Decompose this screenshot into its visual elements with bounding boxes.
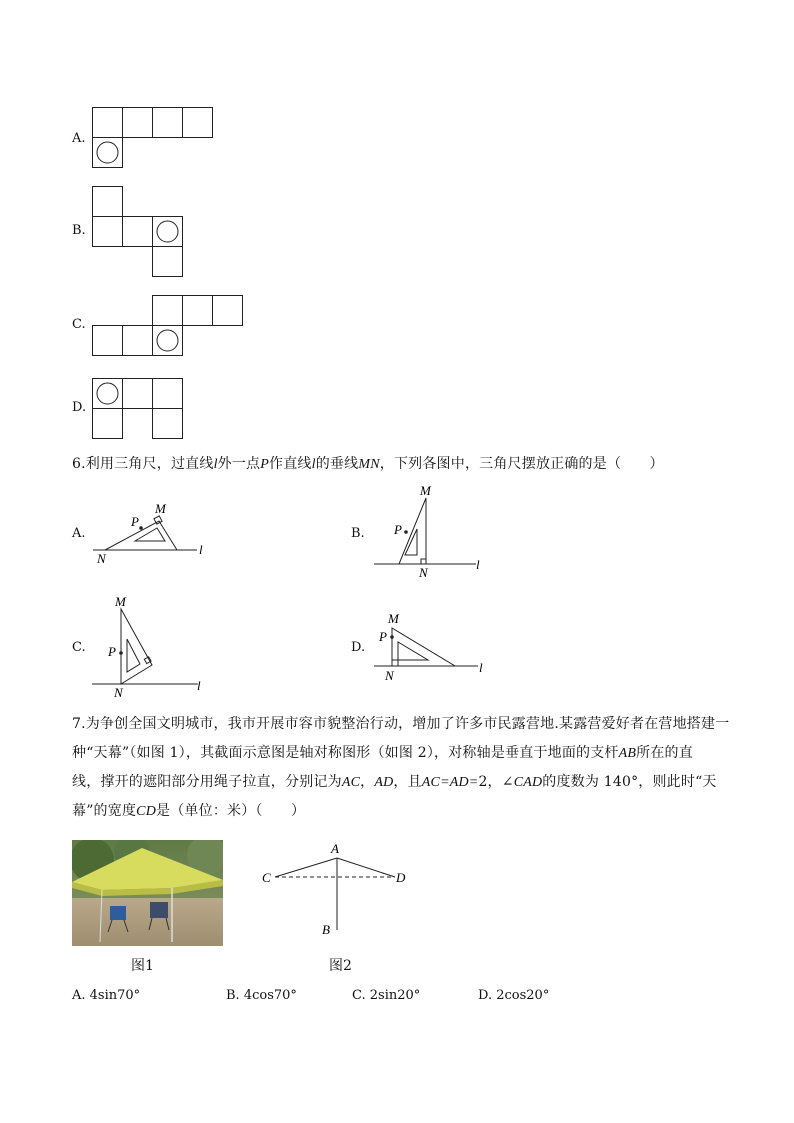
option-label: D. bbox=[351, 640, 366, 655]
choice-b[interactable]: B. 4cos70° bbox=[226, 988, 297, 1003]
label-l: l bbox=[199, 542, 203, 557]
option-label: C. bbox=[72, 640, 86, 655]
option-label: A. bbox=[72, 131, 86, 146]
label-p: P bbox=[379, 629, 387, 644]
label-m: M bbox=[388, 611, 399, 626]
triangle-ruler-figure-a bbox=[85, 495, 215, 570]
triangle-ruler-figure-c bbox=[88, 593, 218, 698]
label-n: N bbox=[114, 685, 123, 698]
option-label: C. bbox=[72, 317, 86, 332]
canopy-schematic bbox=[255, 838, 415, 942]
figure-2-caption: 图2 bbox=[329, 958, 352, 974]
label-n: N bbox=[419, 565, 428, 578]
question-6-text: 6.利用三角尺，过直线l外一点P作直线l的垂线MN，下列各图中，三角尺摆放正确的是（ ） bbox=[72, 456, 664, 472]
point-d: D bbox=[396, 870, 406, 885]
option-label: D. bbox=[72, 400, 87, 415]
label-m: M bbox=[420, 483, 431, 498]
q7-line-3: 线，撑开的遮阳部分用绳子拉直，分别记为AC，AD，且AC=AD=2，∠CAD的度数为 140°，则此时“天 bbox=[72, 774, 717, 790]
q7-line-1: 7.为争创全国文明城市，我市开展市容市貌整治行动，增加了许多市民露营地.某露营爱好者在营地搭建一 bbox=[72, 716, 730, 732]
point-a: A bbox=[331, 841, 339, 856]
question-7-text bbox=[72, 710, 732, 826]
choice-d[interactable]: D. 2cos20° bbox=[478, 988, 550, 1003]
triangle-ruler-figure-d bbox=[370, 608, 495, 686]
label-l: l bbox=[476, 557, 480, 572]
option-label: A. bbox=[72, 526, 86, 541]
label-n: N bbox=[97, 551, 106, 566]
label-p: P bbox=[108, 644, 116, 659]
cube-net-c bbox=[90, 293, 244, 357]
label-l: l bbox=[479, 660, 483, 675]
cube-net-b bbox=[90, 184, 184, 278]
cube-net-a bbox=[90, 105, 214, 169]
triangle-ruler-figure-b bbox=[370, 482, 490, 578]
canopy-photo bbox=[72, 840, 223, 946]
option-label: B. bbox=[72, 223, 86, 238]
option-label: B. bbox=[351, 526, 365, 541]
label-m: M bbox=[155, 501, 166, 516]
cube-net-d bbox=[90, 376, 184, 440]
figure-1-caption: 图1 bbox=[131, 958, 154, 974]
q7-line-4: 幕”的宽度CD是（单位：米）（ ） bbox=[72, 803, 306, 819]
label-p: P bbox=[394, 522, 402, 537]
choice-a[interactable]: A. 4sin70° bbox=[72, 988, 141, 1003]
label-p: P bbox=[131, 514, 139, 529]
label-l: l bbox=[197, 678, 201, 693]
label-m: M bbox=[115, 594, 126, 609]
label-n: N bbox=[385, 668, 394, 683]
point-c: C bbox=[262, 870, 271, 885]
point-b: B bbox=[322, 922, 330, 937]
choice-c[interactable]: C. 2sin20° bbox=[352, 988, 421, 1003]
q7-line-2: 种“天幕”（如图 1），其截面示意图是轴对称图形（如图 2），对称轴是垂直于地面的支杆AB所在的直 bbox=[72, 745, 693, 761]
